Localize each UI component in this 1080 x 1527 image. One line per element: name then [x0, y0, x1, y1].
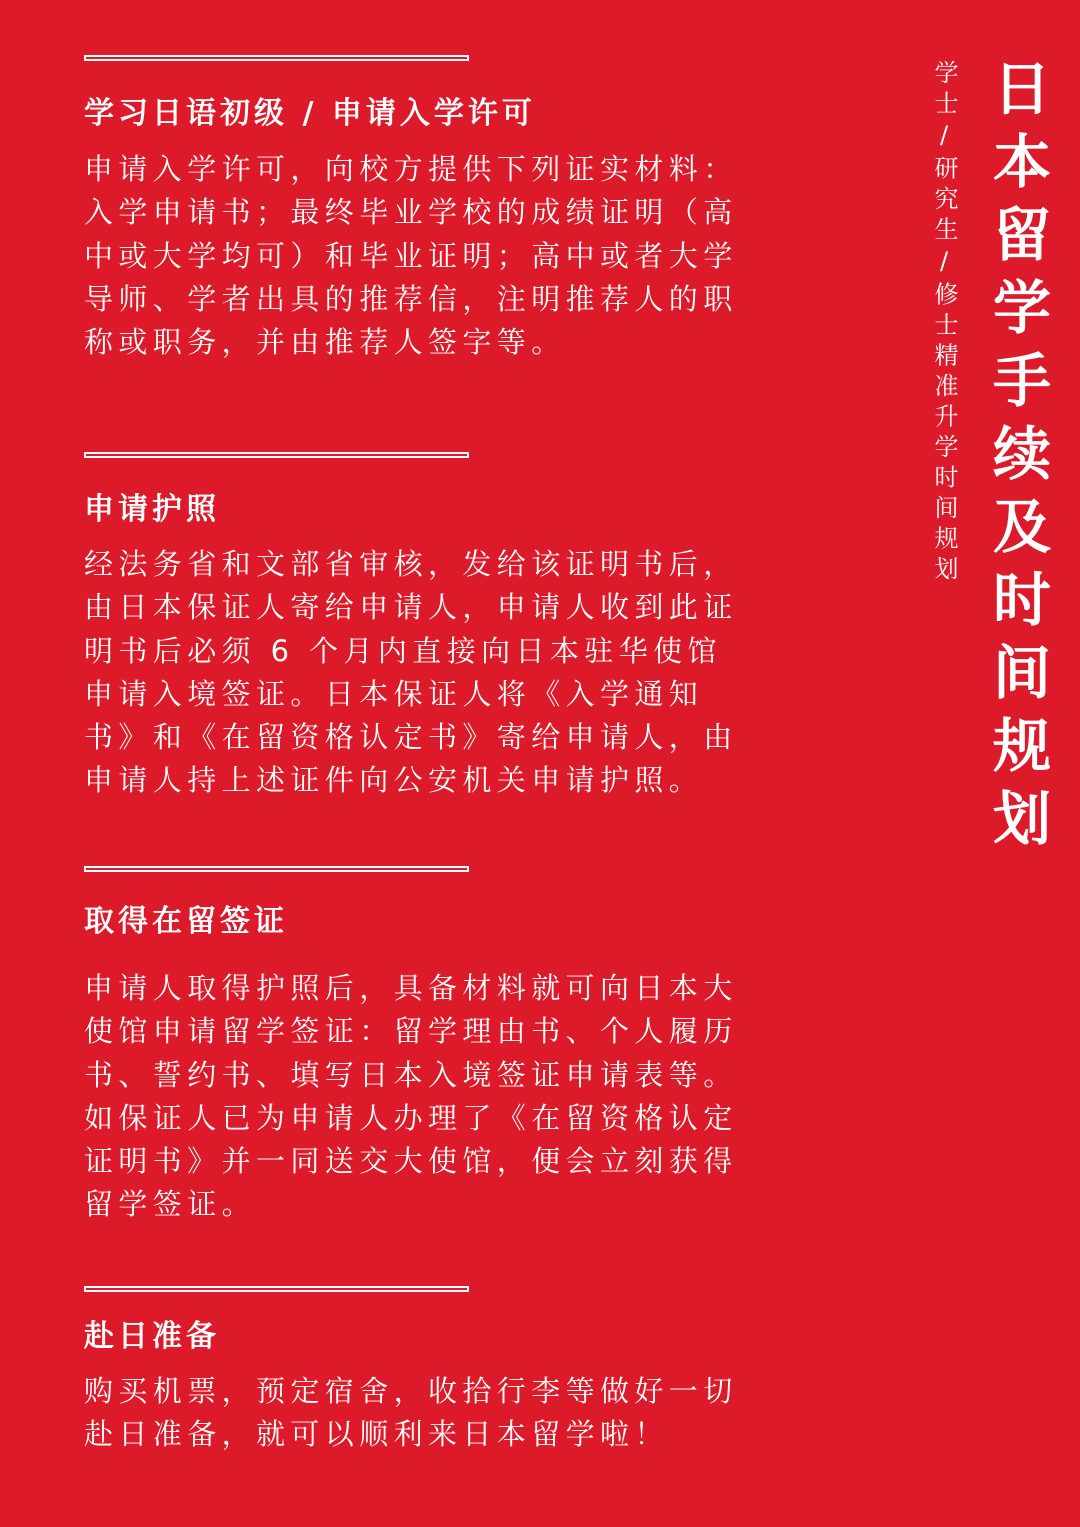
section-divider — [84, 866, 469, 872]
section-title: 取得在留签证 — [84, 904, 288, 939]
page-title: 日本留学手续及时间规划 — [983, 58, 1051, 861]
section-title: 学习日语初级 / 申请入学许可 — [84, 96, 536, 131]
section-divider — [84, 1286, 469, 1292]
section-body: 购买机票，预定宿舍，收拾行李等做好一切赴日准备，就可以顺利来日本留学啦！ — [84, 1374, 738, 1452]
section-title: 赴日准备 — [84, 1319, 220, 1354]
section-divider — [84, 55, 469, 61]
section-body: 申请入学许可，向校方提供下列证实材料：入学申请书；最终毕业学校的成绩证明（高中或大学均可）和毕业证明；高中或者大学导师、学者出具的推荐信，注明推荐人的职称或职务，并由推荐人签字等。 — [84, 152, 738, 360]
section-body: 申请人取得护照后，具备材料就可向日本大使馆申请留学签证：留学理由书、个人履历书、誓约书、填写日本入境签证申请表等。如保证人已为申请人办理了《在留资格认定证明书》并一同送交大使馆，便会立刻获得留学签证。 — [84, 971, 738, 1222]
section-title: 申请护照 — [84, 492, 220, 527]
section-body: 经法务省和文部省审核，发给该证明书后，由日本保证人寄给申请人，申请人收到此证明书后必须 6 个月内直接向日本驻华使馆申请入境签证。日本保证人将《入学通知书》和《在留资格认定书》寄给申请人，由申请人持上述证件向公安机关申请护照。 — [84, 547, 738, 798]
page-subtitle: 学士/研究生/修士精准升学时间规划 — [930, 60, 958, 587]
section-divider — [84, 452, 469, 458]
